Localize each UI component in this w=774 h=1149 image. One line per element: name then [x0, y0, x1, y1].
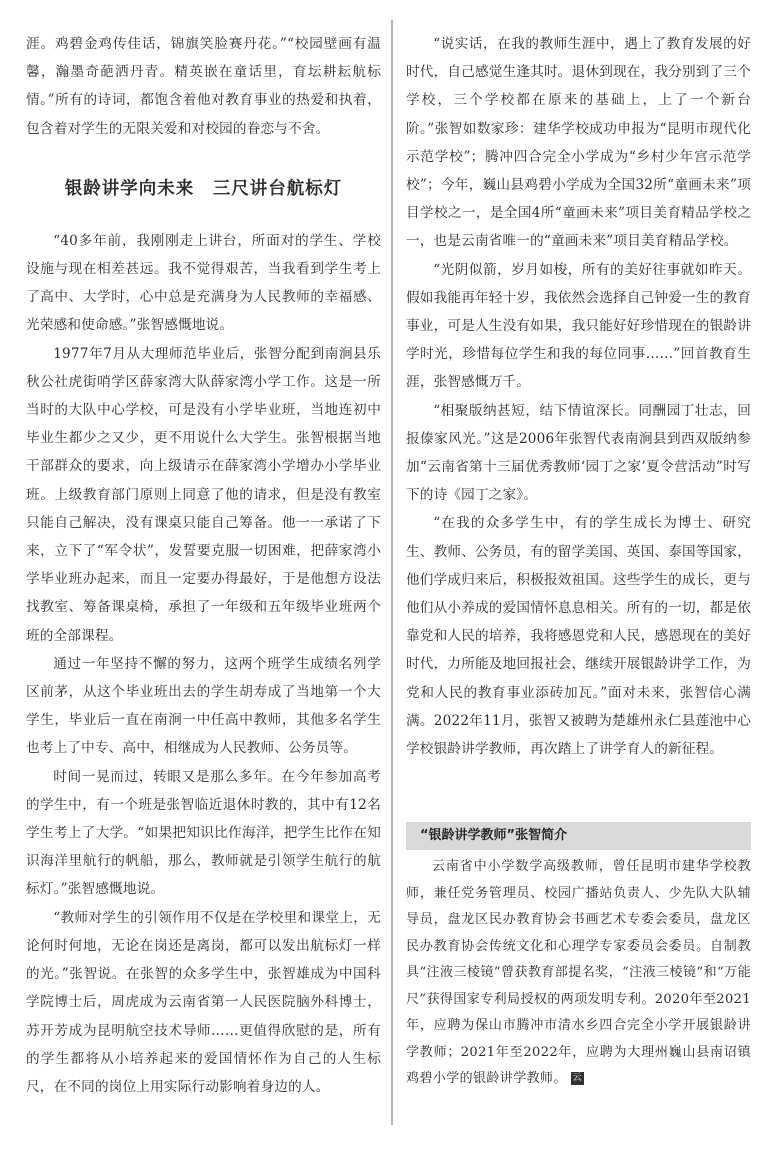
body-paragraph: “在我的众多学生中，有的学生成长为博士、研究生、教师、公务员，有的留学美国、英国、泰国等国家，他们学成归来后，积极报效祖国。这些学生的成长，更与他们从小养成的爱国情怀息息相关。所有的一切，都是依靠党和人民的培养，我将感恩党和人民，感恩现在的美好时代，力所能及地回报社会，继续开展银龄讲学工作，为党和人民的教育事业添砖加瓦。”面对未来，张智信心满满。2022年11月，张智又被聘为楚雄州永仁县莲池中心学校银龄讲学教师，再次踏上了讲学育人的新征程。 — [406, 515, 751, 758]
section-heading: 银龄讲学向未来 三尺讲台航标灯 — [64, 178, 343, 199]
profile-box — [406, 822, 751, 1122]
body-paragraph: “教师对学生的引领作用不仅是在学校里和课堂上，无论何时何地，无论在岗还是离岗，都可以发出航标灯一样的光。”张智说。在张智的众多学生中，张智雄成为中国科学院博士后，周虎成为云南省第一人民医院脑外科博士，苏开芳成为昆明航空技术导师……更值得欣慰的是，所有的学生都将从小培养起来的爱国情怀作为自己的人生标尺，在不同的岗位上用实际行动影响着身边的人。 — [26, 909, 381, 1095]
profile-body — [406, 850, 751, 1093]
body-paragraph: 时间一晃而过，转眼又是那么多年。在今年参加高考的学生中，有一个班是张智临近退休时教的，其中有12名学生考上了大学。“如果把知识比作海洋，把学生比作在知识海洋里航行的帆船，那么，教师就是引领学生航行的航标灯。”张智感慨地说。 — [26, 768, 381, 898]
left-column — [26, 30, 381, 1101]
body-paragraph: “光阴似箭，岁月如梭，所有的美好往事就如昨天。假如我能再年轻十岁，我依然会选择自己钟爱一生的教育事业，可是人生没有如果，我只能好好珍惜现在的银龄讲学时光，珍惜每位学生和我的每位同事……”回首教育生涯，张智感慨万千。 — [406, 261, 751, 391]
end-mark-icon: 云 — [572, 1073, 583, 1083]
body-paragraph: 1977年7月从大理师范毕业后，张智分配到南涧县乐秋公社虎街哨学区薛家湾大队薛家湾小学工作。这是一所当时的大队中心学校，可是没有小学毕业班，当地连初中毕业生都少之又少，更不用说什么大学生。张智根据当地干部群众的要求，向上级请示在薛家湾小学增办小学毕业班。上级教育部门原则上同意了他的请求，但是没有教室只能自己解决，没有课桌只能自己筹备。他一一承诺了下来，立下了“军令状”，发誓要克服一切困难，把薛家湾小学毕业班办起来，而且一定要办得最好，于是他想方设法找教室、筹备课桌椅，承担了一年级和五年级毕业班两个班的全部课程。 — [26, 345, 381, 644]
profile-body-text: 云南省中小学数学高级教师，曾任昆明市建华学校教师，兼任党务管理员、校园广播站负责人、少先队大队辅导员，盘龙区民办教育协会书画艺术专委会委员，盘龙区民办教育协会传统文化和心理学专家委员会委员。自制教具“注液三棱镜”曾获教育部提名奖，“注液三棱镜”和“万能尺”获得国家专利局授权的两项发明专利。2020年至2021年，应聘为保山市腾冲市清水乡四合完全小学开展银龄讲学教师；2021年至2022年，应聘为大理州巍山县南诏镇鸡碧小学的银龄讲学教师。 — [406, 859, 751, 1086]
body-paragraph: “40多年前，我刚刚走上讲台，所面对的学生、学校设施与现在相差甚远。我不觉得艰苦，当我看到学生考上了高中、大学时，心中总是充满身为人民教师的幸福感、光荣感和使命感。”张智感慨地说。 — [26, 232, 381, 334]
right-column — [406, 30, 751, 763]
body-paragraph: “相聚版纳甚短，结下情谊深长。同酬园丁壮志，回报傣家风光。”这是2006年张智代表南涧县到西双版纳参加“云南省第十三届优秀教师‘园丁之家’夏令营活动”时写下的诗《园丁之家》。 — [406, 402, 751, 504]
body-paragraph: 通过一年坚持不懈的努力，这两个班学生成绩名列学区前茅，从这个毕业班出去的学生胡寿成了当地第一个大学生，毕业后一直在南涧一中任高中教师，其他多名学生也考上了中专、高中，相继成为人民教师、公务员等。 — [26, 655, 381, 757]
column-divider — [391, 20, 393, 1125]
intro-paragraph: 涯。鸡碧金鸡传佳话，锦旗笑脸赛丹花。”“校园壁画有温馨，瀚墨奇葩洒丹青。精英嵌在童话里，育坛耕耘航标情。”所有的诗词，都饱含着他对教育事业的热爱和执着，包含着对学生的无限关爱和对校园的眷恋与不舍。 — [26, 36, 381, 137]
body-paragraph: “说实话，在我的教师生涯中，遇上了教育发展的好时代，自己感觉生逢其时。退休到现在，我分别到了三个学校，三个学校都在原来的基础上，上了一个新台阶。”张智如数家珍：建华学校成功申报为“昆明市现代化示范学校”；腾冲四合完全小学成为“乡村少年宫示范学校”；今年，巍山县鸡碧小学成为全国32所“童画未来”项目学校之一，是全国4所“童画未来”项目美育精品学校之一，也是云南省唯一的“童画未来”项目美育精品学校。 — [406, 36, 751, 250]
profile-title: “银龄讲学教师”张智简介 — [406, 822, 751, 850]
